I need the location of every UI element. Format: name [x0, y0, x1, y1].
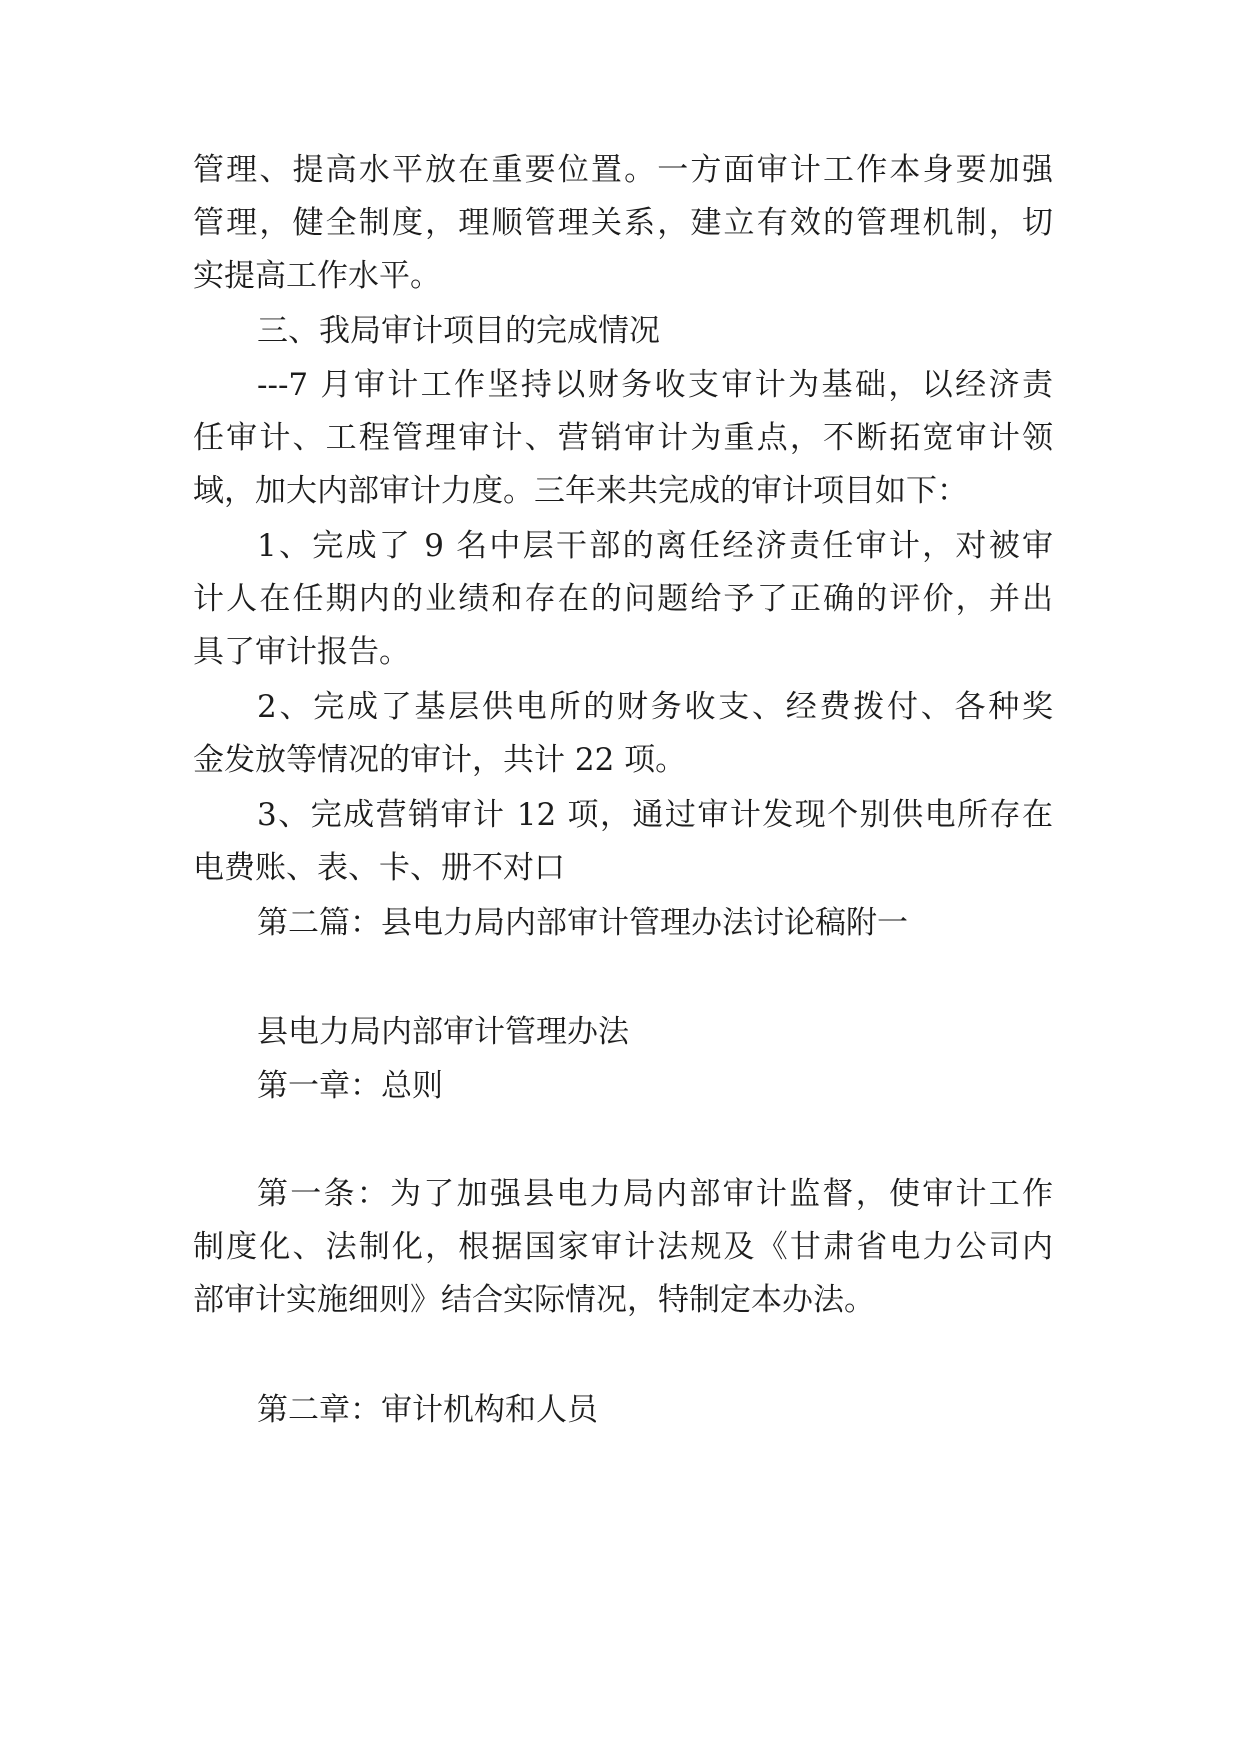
text-line: 域，加大内部审计力度。三年来共完成的审计项目如下： — [193, 473, 968, 509]
text-line: 电费账、表、卡、册不对口 — [193, 850, 565, 886]
text-line: 金发放等情况的审计，共计 22 项。 — [193, 742, 687, 778]
text-line: 管理，健全制度，理顺管理关系，建立有效的管理机制，切 — [193, 205, 1053, 241]
chapter-heading: 第二章：审计机构和人员 — [257, 1392, 598, 1428]
article-text: 第一条：为了加强县电力局内部审计监督，使审计工作 — [257, 1176, 1053, 1212]
text-line: 部审计实施细则》结合实际情况，特制定本办法。 — [193, 1282, 875, 1318]
chapter-heading: 第一章：总则 — [257, 1068, 443, 1104]
text-line: ---7 月审计工作坚持以财务收支审计为基础，以经济责 — [257, 367, 1053, 403]
text-line: 实提高工作水平。 — [193, 258, 441, 294]
text-line: 任审计、工程管理审计、营销审计为重点，不断拓宽审计领 — [193, 420, 1053, 456]
list-item: 3、完成营销审计 12 项，通过审计发现个别供电所存在 — [257, 797, 1053, 833]
text-line: 具了审计报告。 — [193, 634, 410, 670]
text-line: 计人在任期内的业绩和存在的问题给予了正确的评价，并出 — [193, 581, 1053, 617]
chapter-title: 第二篇：县电力局内部审计管理办法讨论稿附一 — [257, 905, 908, 941]
section-heading: 三、我局审计项目的完成情况 — [257, 313, 660, 349]
text-line: 管理、提高水平放在重要位置。一方面审计工作本身要加强 — [193, 152, 1053, 188]
text-line: 制度化、法制化，根据国家审计法规及《甘肃省电力公司内 — [193, 1229, 1053, 1265]
list-item: 1、完成了 9 名中层干部的离任经济责任审计，对被审 — [257, 528, 1053, 564]
list-item: 2、完成了基层供电所的财务收支、经费拨付、各种奖 — [257, 689, 1053, 725]
document-title: 县电力局内部审计管理办法 — [257, 1014, 629, 1050]
